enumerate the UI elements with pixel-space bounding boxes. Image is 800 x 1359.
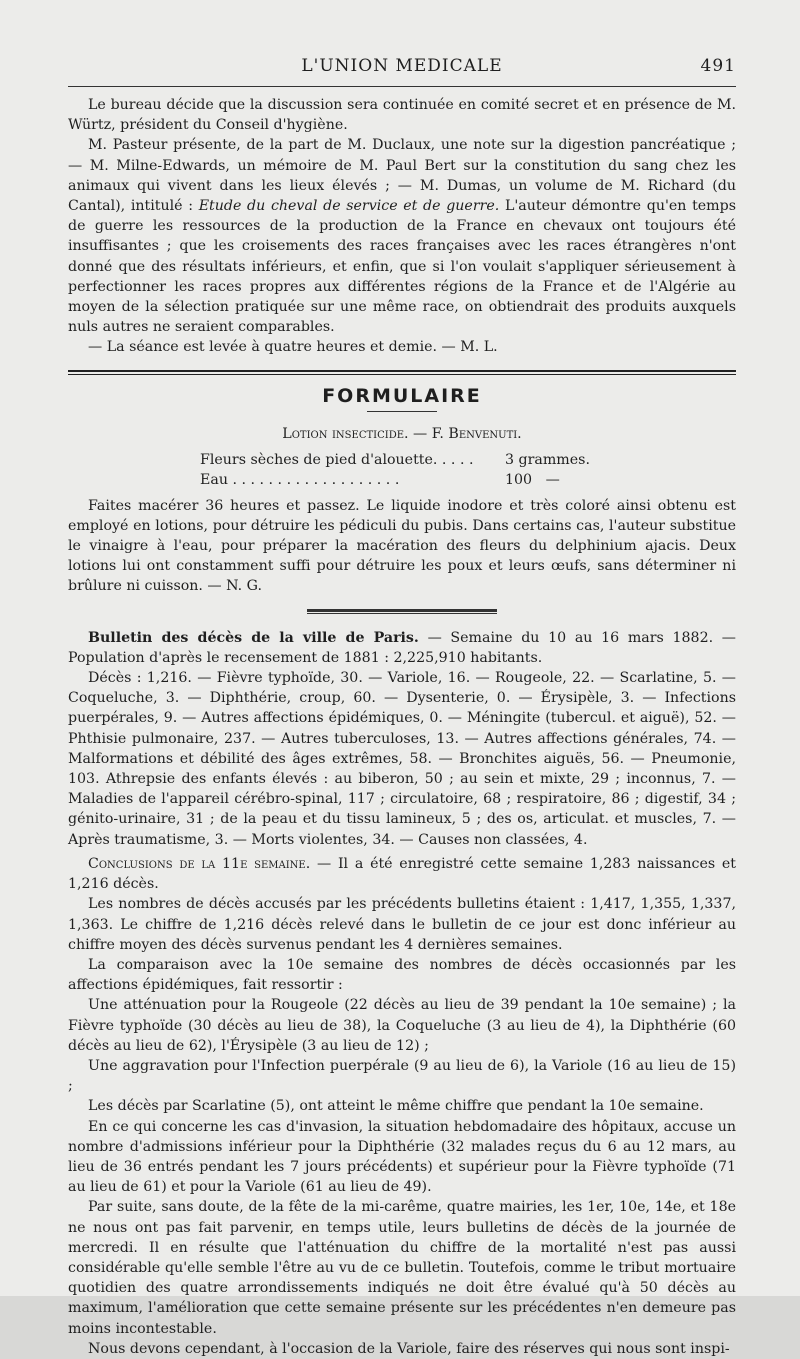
paragraph-attenuation: Une atténuation pour la Rougeole (22 décès au lieu de 39 pendant la 10e semaine) ; la Fièvre typhoïde (30 décès au lieu de 38), la Coqueluche (3 au lieu de 4), la Diphthérie (60 décès au lieu de 62), l'Érysipèle (3 au lieu de 12) ; xyxy=(68,997,736,1054)
paragraph-seance: — La séance est levée à quatre heures et demie. — M. L. xyxy=(88,339,498,356)
paragraph-invasion: En ce qui concerne les cas d'invasion, la situation hebdomadaire des hôpitaux, accuse un nombre d'admissions inférieur pour la Diphthérie (32 malades reçus du 6 au 12 mars, au lieu de 36 entrés pendant les 7 jours précédents) et supérieur pour la Fièvre typhoïde (71 au lieu de 61) et pour la Variole (61 au lieu de 49). xyxy=(68,1118,736,1196)
paragraph-last: Nous devons cependant, à l'occasion de la Variole, faire des réserves qui nous sont inspi- xyxy=(88,1340,730,1357)
paragraph-comparison: La comparaison avec la 10e semaine des nombres de décès occasionnés par les affections épidémiques, fait ressortir : xyxy=(68,956,736,994)
paragraph-deaths: Décès : 1,216. — Fièvre typhoïde, 30. — Variole, 16. — Rougeole, 22. — Scarlatine, 5. — Coqueluche, 3. — Diphthérie, croup, 60. — Dysenterie, 0. — Érysipèle, 3. — Infections puerpérales, 9. — Autres affections épidémiques, 0. — Méningite (tubercul. et aiguë), 52. — Phthisie pulmonaire, 237. — Autres tuberculoses, 13. — Autres affections générales, 74. — Malformations et débilité des âges extrêmes, 58. — Bronchites aiguës, 56. — Pneumonie, 103. Athrepsie des enfants élevés : au biberon, 50 ; au sein et mixte, 29 ; inconnus, 7. — Maladies de l'appareil cérébro-spinal, 117 ; circulatoire, 68 ; respiratoire, 86 ; digestif, 34 ; génito-urinaire, 31 ; de la peau et du tissu lamineux, 5 ; des os, articulat. et muscles, 7. — Après traumatisme, 3. — Morts violentes, 34. — Causes non classées, 4. xyxy=(68,670,736,848)
section-divider xyxy=(307,609,497,614)
paragraph-pasteur xyxy=(68,135,736,337)
ingredient-line xyxy=(68,470,736,490)
ingredient-quantity: 100 — xyxy=(505,471,560,488)
paragraph-scarlatine: Les décès par Scarlatine (5), ont atteint le même chiffre que pendant la 10e semaine. xyxy=(88,1098,704,1115)
paragraph-text: L'auteur démontre qu'en temps de guerre les ressources de la production de la France en chevaux ont toujours été insuffisantes ; que les croisements des races françaises avec les races étrangères n'ont donné que des résultats inférieurs, et enfin, que si l'on voulait s'appliquer sérieusement à perfectionner les races propres aux différentes régions de la France et de l'Algérie au moyen de la sélection pratiquée sur une même race, on obtiendrait des produits auxquels nuls autres ne seraient comparables. xyxy=(68,198,736,336)
conclusions-text: — Il a été enregistré cette semaine 1,283 naissances et 1,216 décès. xyxy=(68,855,736,893)
bulletin-title: Bulletin des décès de la ville de Paris. xyxy=(88,629,419,646)
paragraph-previous: Les nombres de décès accusés par les précédents bulletins étaient : 1,417, 1,355, 1,337, 1,363. Le chiffre de 1,216 décès relevé dans le bulletin de ce jour est donc inférieur au chiffre moyen des décès survenus pendant les 4 dernières semaines. xyxy=(68,896,736,953)
journal-title: L'UNION MEDICALE xyxy=(301,56,503,76)
ingredient-name: Eau . . . . . . . . . . . . . . . . . . . xyxy=(200,471,400,488)
bulletin-subtitle: — Semaine du 10 au 16 mars 1882. — Population d'après le recensement de 1881 : 2,225,910 habitants. xyxy=(68,629,736,666)
ingredient-quantity: 3 grammes. xyxy=(505,451,590,468)
paragraph-aggravation: Une aggravation pour l'Infection puerpérale (9 au lieu de 6), la Variole (16 au lieu de 15) ; xyxy=(68,1057,736,1095)
paragraph-mairies: Par suite, sans doute, de la fête de la mi-carême, quatre mairies, les 1er, 10e, 14e, et 18e ne nous ont pas fait parvenir, en temps utile, leurs bulletins de décès de la journée de mercredi. Il en résulte que l'atténuation du chiffre de la mortalité n'est pas aussi considérable qu'elle semble l'être au vu de ce bulletin. Toutefois, comme le tribut mortuaire quotidien des quatre arrondissements indiqués ne doit être évalué qu'à 50 décès au maximum, l'amélioration que cette semaine présente sur les précédentes n'en demeure pas moins incontestable. xyxy=(68,1199,736,1337)
recipe-title: Lotion insecticide. — F. Benvenuti. xyxy=(282,425,522,442)
paragraph-conclusions xyxy=(68,854,736,894)
page-number: 491 xyxy=(700,56,736,76)
book-title: Etude du cheval de service et de guerre. xyxy=(198,198,500,215)
paragraph-bureau: Le bureau décide que la discussion sera continuée en comité secret et en présence de M. Würtz, président du Conseil d'hygiène. xyxy=(68,97,736,134)
ingredient-name: Fleurs sèches de pied d'alouette. . . . . xyxy=(200,451,474,468)
section-divider xyxy=(68,370,736,375)
section-title-formulaire: FORMULAIRE xyxy=(322,384,482,407)
header-rule xyxy=(68,86,736,87)
bulletin-heading xyxy=(68,628,736,668)
paragraph-text: M. Pasteur présente, de la part de M. Duclaux, une note sur la digestion pancréatique ; — M. Milne-Edwards, un mémoire de M. Paul Bert sur la constitution du sang chez les animaux qui vivent dans les lieux élevés ; — M. Dumas, un volume de M. Richard (du Cantal), intitulé : xyxy=(68,137,736,215)
conclusions-label: Conclusions de la 11e semaine. xyxy=(88,855,311,872)
running-head xyxy=(68,56,736,82)
title-underline xyxy=(367,411,437,412)
recipe-instructions: Faites macérer 36 heures et passez. Le liquide inodore et très coloré ainsi obtenu est employé en lotions, pour détruire les pédiculi du pubis. Dans certains cas, l'auteur substitue le vinaigre à l'eau, pour préparer la macération des fleurs du delphinium ajacis. Deux lotions lui ont constamment suffi pour détruire les poux et leurs œufs, sans déterminer ni brûlure ni cuisson. — N. G. xyxy=(68,497,736,595)
ingredient-line xyxy=(68,450,736,470)
